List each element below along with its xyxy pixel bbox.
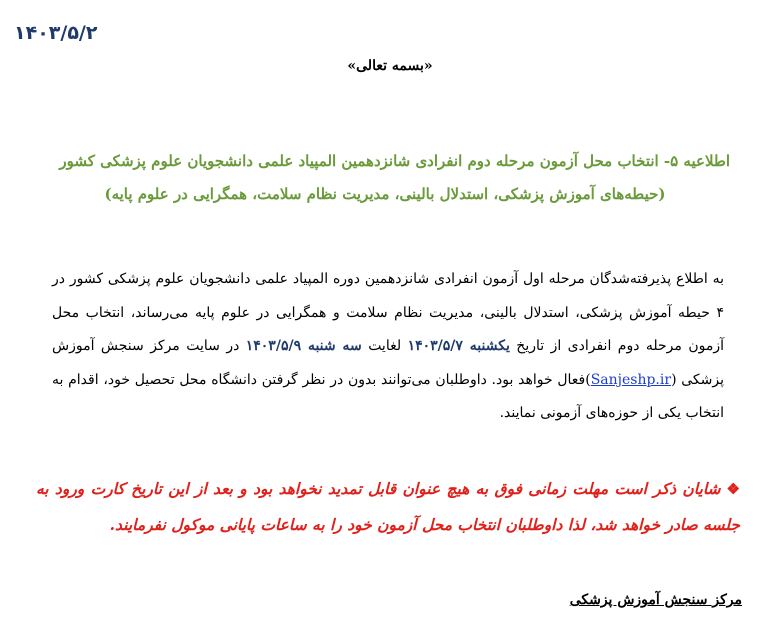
notice-text: شایان ذکر است مهلت زمانی فوق به هیچ عنوان قابل تمدید نخواهد بود و بعد از این تاریخ کارت ورود به جلسه صادر خواهد شد، لذا داوطلبان انتخاب محل آزمون خود را به ساعات پایانی موکول نفرمایند.	[36, 479, 740, 534]
body-text-part-2: لغایت	[361, 338, 408, 354]
signature: مرکز سنجش آموزش پزشکی	[569, 592, 742, 608]
body-text-part-1: به اطلاع پذیرفته‌شدگان مرحله اول آزمون انفرادی شانزدهمین دوره المپیاد علمی دانشجویان علوم پزشکی کشور در ۴ حیطه آموزش پزشکی، استدلال بالینی، مدیریت نظام سلامت و همگرایی در علوم پایه می‌رساند، انتخاب محل آزمون مرحله دوم انفرادی از تاریخ	[52, 271, 724, 354]
title-line-1: اطلاعیه ۵- انتخاب محل آزمون مرحله دوم انفرادی شانزدهمین المپیاد علمی دانشجویان علوم پزشکی کشور	[59, 152, 730, 170]
start-date: یکشنبه ۱۴۰۳/۵/۷	[407, 338, 510, 354]
body-text-part-3: در سایت مرکز سنجش آموزش پزشکی (	[52, 338, 725, 388]
diamond-bullet-icon: ❖	[726, 480, 740, 498]
announcement-body	[52, 263, 724, 431]
sanjesh-site-link[interactable]: Sanjeshp.ir	[590, 371, 672, 388]
deadline-notice	[36, 471, 740, 542]
document-date: ۱۴۰۳/۵/۲	[14, 22, 98, 44]
title-line-2: (حیطه‌های آموزش پزشکی، استدلال بالینی، مدیریت نظام سلامت، همگرایی در علوم پایه)	[104, 185, 666, 203]
announcement-title	[40, 145, 730, 211]
body-text-part-4: )فعال خواهد بود. داوطلبان می‌توانند بدون در نظر گرفتن دانشگاه محل تحصیل خود، اقدام به انتخاب یکی از حوزه‌های آزمونی نمایند.	[52, 371, 724, 421]
end-date: سه شنبه ۱۴۰۳/۵/۹	[245, 338, 362, 354]
bismillah-header: «بسمه تعالی»	[347, 58, 433, 74]
